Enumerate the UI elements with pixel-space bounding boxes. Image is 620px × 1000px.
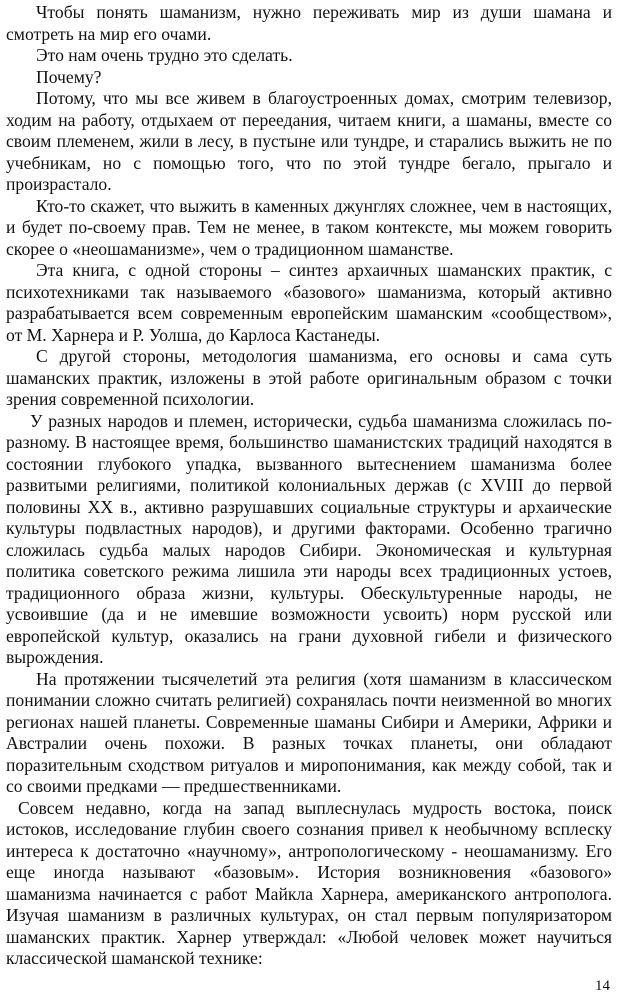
paragraph-9: На протяжении тысячелетий эта религия (хотя шаманизм в классическом понимании сложно считать религией) сохранялась почти неизменной во многих регионах нашей планеты. Современные шаманы Сибири и Америки, Африки и Австралии очень похожи. В разных точках планеты, они обладают поразительным сходством ритуалов и миропонимания, как между собой, так и со своими предками — предшественниками. <box>6 668 612 796</box>
paragraph-10: Совсем недавно, когда на запад выплеснулась мудрость востока, поиск истоков, исследование глубин своего сознания привел к необычному всплеску интереса к достаточно «научному», антропологическому - неошаманизму. Его еще иногда называют «базовым». История возникновения «базового» шаманизма начинается с работ Майкла Харнера, американского антрополога. Изучая шаманизм в различных культурах, он стал первым популяризатором шаманских практик. Харнер утверждал: «Любой человек может научиться классической шаманской технике: <box>6 797 612 968</box>
paragraph-3: Почему? <box>36 66 102 87</box>
paragraph-7: С другой стороны, методология шаманизма, его основы и сама суть шаманских практик, изложены в этой работе оригинальным образом с точки зрения современной психологии. <box>6 346 612 409</box>
paragraph-8: У разных народов и племен, исторически, судьба шаманизма сложилась по-разному. В настоящее время, большинство шаманистских традиций находятся в состоянии глубокого упадка, вызванного вытеснением шаманизма более развитыми религиями, политикой колониальных держав (с XVIII до первой половины XX в., активно разрушавших социальные структуры и архаические культуры подвластных народов), и другими факторами. Особенно трагично сложилась судьба малых народов Сибири. Экономическая и культурная политика советского режима лишила эти народы всех традиционных устоев, традиционного образа жизни, культуры. Обескультуренные народы, не усвоившие (да и не имевшие возможности усвоить) норм русской или европейской культур, оказались на грани духовной гибели и физического вырождения. <box>6 410 612 667</box>
paragraph-6: Эта книга, с одной стороны – синтез архаичных шаманских практик, с психотехниками так называемого «базового» шаманизма, который активно разрабатывается всем современным европейским шаманским «сообществом», от М. Харнера и Р. Уолша, до Карлоса Кастанеды. <box>6 260 612 345</box>
paragraph-5: Кто-то скажет, что выжить в каменных джунглях сложнее, чем в настоящих, и будет по-своему прав. Тем не менее, в таком контексте, мы можем говорить скорее о «неошаманизме», чем о традиционном шаманстве. <box>6 195 612 259</box>
paragraph-1: Чтобы понять шаманизм, нужно переживать мир из души шамана и смотреть на мир его очами. <box>6 2 612 44</box>
paragraph-4: Потому, что мы все живем в благоустроенных домах, смотрим телевизор, ходим на работу, отдыхаем от переедания, читаем книги, а шаманы, вместе со своим племенем, жили в лесу, в пустыне или тундре, и старались выжить не по учебникам, но с помощью того, что по этой тундре бегало, прыгало и произрастало. <box>6 88 612 194</box>
page-number: 14 <box>595 978 610 994</box>
paragraph-2: Это нам очень трудно это сделать. <box>36 45 293 65</box>
